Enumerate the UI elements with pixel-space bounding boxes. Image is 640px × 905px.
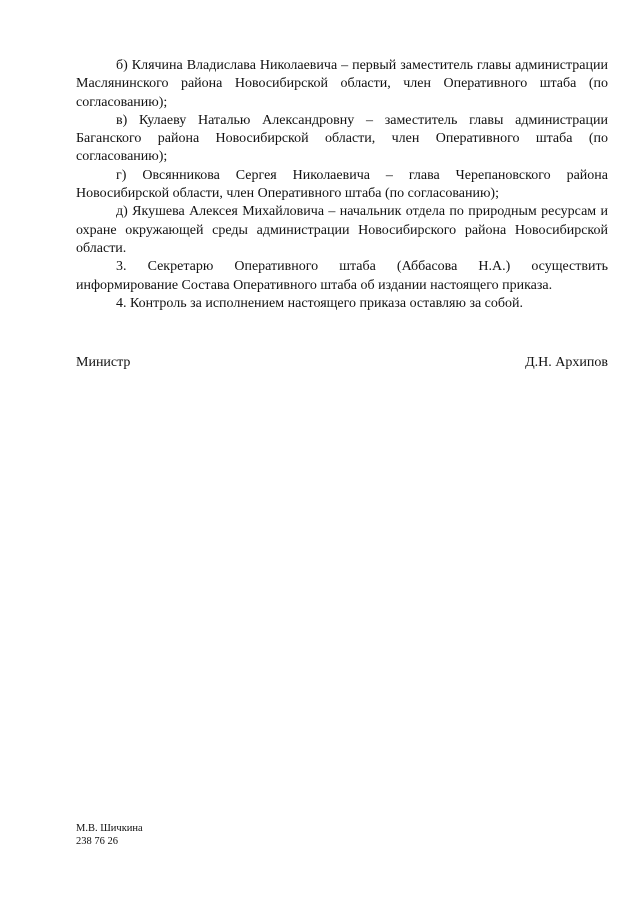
- executor-phone: 238 76 26: [76, 836, 118, 847]
- signature-position: Министр: [76, 355, 131, 370]
- paragraph-member-kulaeva: в) Кулаеву Наталью Александровну – заместитель главы администрации Баганского района Новосибирской области, член Оперативного штаба (по согласованию);: [76, 112, 608, 165]
- executor-name: М.В. Шичкина: [76, 823, 143, 834]
- document-body: [76, 57, 608, 313]
- paragraph-member-yakushev: д) Якушева Алексея Михайловича – начальник отдела по природным ресурсам и охране окружающей среды администрации Новосибирского района Новосибирской области.: [76, 204, 608, 256]
- signature-block: [76, 354, 608, 372]
- paragraph-control-clause: 4. Контроль за исполнением настоящего приказа оставляю за собой.: [116, 295, 524, 311]
- paragraph-secretary-instruction: 3. Секретарю Оперативного штаба (Аббасова Н.А.) осуществить информирование Состава Оперативного штаба об издании настоящего приказа.: [76, 259, 608, 293]
- executor-footer: [76, 822, 143, 848]
- paragraph-member-klyachin: б) Клячина Владислава Николаевича – первый заместитель главы администрации Маслянинского района Новосибирской области, член Оперативного штаба (по согласованию);: [76, 58, 608, 110]
- signature-name: Д.Н. Архипов: [525, 355, 608, 370]
- paragraph-member-ovsyannikov: г) Овсянникова Сергея Николаевича – глава Черепановского района Новосибирской области, член Оперативного штаба (по согласованию);: [76, 167, 608, 202]
